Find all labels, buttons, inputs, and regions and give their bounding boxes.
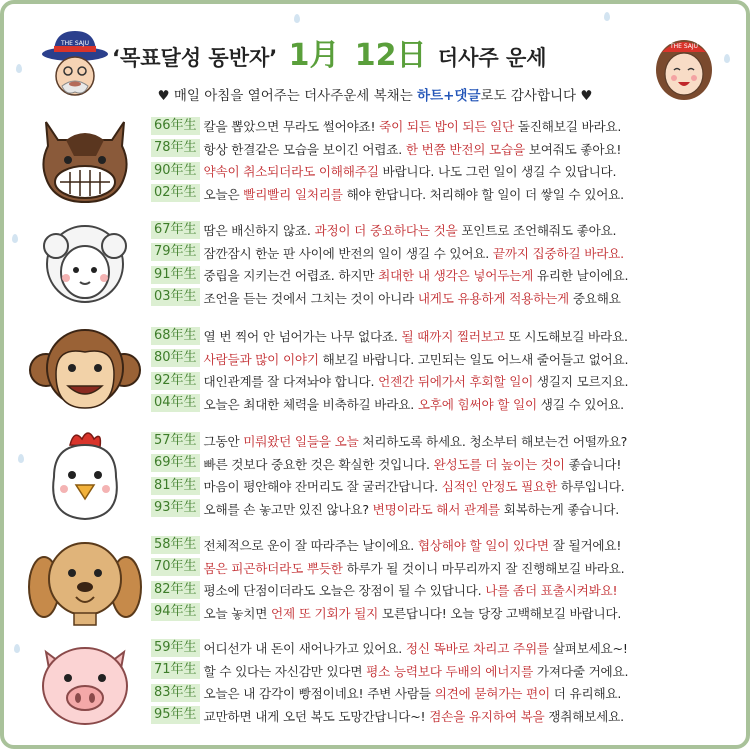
birth-year-badge: 70年生 [151, 558, 200, 576]
fortune-text-start: 잠깐잠시 한눈 판 사이에 반전의 일이 생길 수 있어요. [203, 245, 493, 261]
fortune-highlight: 최대한 내 생각은 넣어두는게 [378, 268, 534, 283]
fortune-highlight: 심적인 안정도 필요한 [441, 479, 558, 494]
birth-year-badge: 66年生 [151, 117, 200, 135]
fortune-row [151, 454, 731, 473]
title-suffix: 더사주 운세 [437, 46, 547, 70]
fortune-highlight: 미뤄왔던 일들을 오늘 [243, 434, 359, 449]
birth-year-badge: 94年生 [151, 603, 200, 621]
fortune-text-end: 보여줘도 좋아요! [524, 141, 622, 157]
fortune-text [204, 349, 629, 368]
fortune-highlight: 언제 또 기회가 될지 [270, 605, 379, 621]
birth-year-badge: 02年生 [151, 184, 200, 202]
birth-year-badge: 79年生 [151, 243, 200, 261]
fortune-text-start: 오해를 손 놓고만 있진 않나요? [203, 501, 373, 517]
zodiac-group [4, 427, 746, 523]
fortune-row [151, 683, 731, 702]
birth-year-badge: 58年生 [151, 536, 200, 554]
birth-year-badge: 95年生 [151, 706, 200, 724]
zodiac-group [4, 531, 746, 627]
zodiac-group [4, 216, 746, 312]
fortune-text [204, 535, 622, 554]
fortune-highlight: 언젠간 뒤에가서 후회할 일이 [378, 374, 534, 389]
header [4, 4, 746, 114]
zodiac-group [4, 322, 746, 418]
fortune-text-start: 평소에 단점이더라도 오늘은 장점이 될 수 있답니다. [203, 583, 486, 598]
fortune-row [151, 288, 731, 307]
birth-year-badge: 69年生 [151, 454, 200, 472]
fortune-row [151, 499, 731, 518]
fortune-text [204, 683, 622, 702]
fortune-text-start: 조언을 듣는 것에서 그치는 것이 아니라 [203, 290, 418, 306]
title-month: 1月 [288, 38, 340, 73]
fortune-highlight: 끝까지 집중하길 바라요. [492, 245, 624, 261]
fortune-row [151, 243, 731, 262]
fortune-text-start: 대인관계를 잘 다져놔야 합니다. [203, 374, 379, 389]
fortune-row [151, 349, 731, 368]
birth-year-badge: 90年生 [151, 162, 200, 180]
fortune-text-start: 칼을 뽑았으면 무라도 썰어야죠! [203, 119, 380, 134]
fortune-row [151, 265, 731, 284]
title-prefix: ‘목표달성 동반자’ [112, 46, 278, 70]
fortune-text [204, 371, 629, 390]
fortune-text [204, 661, 629, 680]
fortune-highlight: 몸은 피곤하더라도 뿌듯한 [203, 560, 343, 576]
fortune-text [204, 499, 619, 518]
fortune-text-start: 열 번 찍어 안 넘어가는 나무 없다죠. [203, 329, 402, 344]
birth-year-badge: 68年生 [151, 327, 200, 345]
fortune-text-end: 돌진해보길 바라요. [514, 119, 622, 134]
subtitle-highlight: 하트+댓글 [417, 88, 481, 104]
fortune-highlight: 죽이 되든 밥이 되든 일단 [379, 119, 515, 134]
birth-year-badge: 81年生 [151, 477, 200, 495]
fortune-text [204, 706, 624, 725]
fortune-text [204, 638, 628, 657]
fortune-text-end: 모른답니다! 오늘 당장 고백해보길 바랍니다. [378, 605, 622, 621]
fortune-text-end: 하루입니다. [557, 479, 625, 494]
fortune-row [151, 431, 731, 450]
birth-year-badge: 57年生 [151, 432, 200, 450]
fortune-highlight: 내게도 유용하게 적용하는게 [417, 290, 570, 306]
fortune-row [151, 558, 731, 577]
fortune-text-start: 오늘 놓치면 [203, 605, 271, 621]
fortune-text [204, 326, 628, 345]
fortune-text-start: 교만하면 내게 오던 복도 도망간답니다~! [203, 708, 430, 724]
chicken-icon [26, 427, 144, 523]
fortune-text-start: 항상 한결같은 모습을 보이긴 어렵죠. [203, 141, 406, 157]
fortune-text-end: 해야 한답니다. 처리해야 할 일이 더 쌓일 수 있어요. [342, 186, 624, 202]
fortune-text-end: 잘 될거에요! [548, 538, 622, 553]
fortune-row [151, 184, 731, 203]
fortune-text [204, 116, 622, 135]
fortune-text [204, 431, 628, 450]
fortune-row [151, 476, 731, 495]
birth-year-badge: 03年生 [151, 288, 200, 306]
fortune-row [151, 394, 731, 413]
fortune-text-end: 처리하도록 하세요. 청소부터 해보는건 어떨까요? [358, 434, 628, 449]
fortune-row [151, 603, 731, 622]
fortune-text-end: 또 시도해보길 바라요. [504, 329, 628, 344]
fortune-text-start: 오늘은 최대한 체력을 비축하길 바라요. [203, 396, 418, 412]
birth-year-badge: 71年生 [151, 661, 200, 679]
fortune-text-end: 하루가 될 것이니 마무리까지 잘 진행해보길 바라요. [342, 560, 625, 576]
logo-right-text: THE SAJU [669, 43, 699, 50]
fortune-highlight: 나를 좀더 표출시켜봐요! [485, 583, 618, 598]
birth-year-badge: 82年生 [151, 581, 200, 599]
fortune-highlight: 겸손을 유지하여 복을 [429, 708, 545, 724]
birth-year-badge: 80年生 [151, 349, 200, 367]
fortune-text-end: 생길 수 있어요. [536, 396, 624, 412]
fortune-text-start: 할 수 있다는 자신감만 있다면 [203, 663, 367, 679]
fortune-text-start: 그동안 [203, 434, 244, 449]
birth-year-badge: 59年生 [151, 639, 200, 657]
fortune-row [151, 116, 731, 135]
fortune-text [204, 603, 622, 622]
fortune-highlight: 사람들과 많이 이야기 [203, 351, 319, 367]
fortune-text-end: 좋습니다! [564, 456, 622, 472]
logo-left-text: THE SAJU [60, 40, 90, 47]
title-day: 12日 [354, 38, 427, 73]
horse-icon [26, 112, 144, 208]
fortune-text [204, 558, 625, 577]
page-title [112, 30, 672, 74]
fortune-text [204, 220, 617, 239]
fortune-highlight: 평소 능력보다 두배의 에너지를 [366, 663, 534, 679]
fortune-text-end: 더 유리해요. [549, 686, 622, 701]
fortune-text-end: 가져다줄 거에요. [533, 663, 629, 679]
fortune-highlight: 완성도를 더 높이는 것이 [433, 456, 565, 472]
dog-icon [26, 531, 144, 627]
fortune-highlight: 변명이라도 해서 관계를 [372, 501, 500, 517]
fortune-highlight: 협상해야 할 일이 있다면 [417, 538, 549, 553]
fortune-text [204, 161, 617, 180]
fortune-text [204, 394, 624, 413]
sheep-icon [26, 216, 144, 312]
fortune-row [151, 580, 731, 599]
birth-year-badge: 92年生 [151, 372, 200, 390]
fortune-highlight: 의견에 묻혀가는 편이 [434, 686, 550, 701]
fortune-text-end: 쟁취해보세요. [544, 708, 624, 724]
fortune-row [151, 139, 731, 158]
fortune-text [204, 184, 624, 203]
birth-year-badge: 04年生 [151, 394, 200, 412]
fortune-text-start: 오늘은 내 감각이 빵점이네요! 주변 사람들 [203, 686, 435, 701]
fortune-highlight: 오후에 힘써야 할 일이 [417, 396, 537, 412]
fortune-text [204, 454, 622, 473]
zodiac-group [4, 634, 746, 730]
fortune-highlight: 될 때까지 찔러보고 [401, 329, 505, 344]
subtitle [4, 84, 746, 104]
fortune-text-start: 땀은 배신하지 않죠. [203, 223, 315, 238]
fortune-text [204, 580, 618, 599]
birth-year-badge: 93年生 [151, 499, 200, 517]
fortune-row [151, 220, 731, 239]
fortune-text-start: 오늘은 [203, 186, 244, 202]
subtitle-text-end: 로도 감사합니다 ♥ [480, 88, 593, 104]
fortune-row [151, 638, 731, 657]
fortune-highlight: 한 번쯤 반전의 모습을 [405, 141, 525, 157]
fortune-highlight: 빨리빨리 일처리를 [243, 186, 343, 202]
zodiac-group [4, 112, 746, 208]
birth-year-badge: 67年生 [151, 221, 200, 239]
fortune-highlight: 과정이 더 중요하다는 것을 [314, 223, 458, 238]
fortune-highlight: 정신 똑바로 차리고 주위를 [405, 641, 549, 656]
fortune-text-end: 바랍니다. 나도 그런 일이 생길 수 있답니다. [378, 164, 617, 179]
fortune-text-end: 포인트로 조언해줘도 좋아요. [457, 223, 617, 238]
fortune-text-start: 전체적으로 운이 잘 따라주는 날이에요. [203, 538, 418, 553]
fortune-text-end: 살펴보세요~! [548, 641, 628, 656]
birth-year-badge: 83年生 [151, 684, 200, 702]
fortune-row [151, 161, 731, 180]
fortune-row [151, 661, 731, 680]
birth-year-badge: 78年生 [151, 139, 200, 157]
fortune-text [204, 288, 621, 307]
monkey-icon [26, 322, 144, 418]
fortune-text [204, 139, 622, 158]
fortune-text [204, 243, 624, 262]
fortune-text-start: 중립을 지키는건 어렵죠. 하지만 [203, 268, 379, 283]
fortune-text-end: 회복하는게 좋습니다. [499, 501, 620, 517]
fortune-text-end: 중요해요 [569, 290, 621, 306]
fortune-text-start: 어디선가 내 돈이 새어나가고 있어요. [203, 641, 406, 656]
fortune-row [151, 706, 731, 725]
fortune-row [151, 326, 731, 345]
fortune-highlight: 약속이 취소되더라도 이해해주길 [203, 164, 379, 179]
fortune-text-start: 마음이 평안해야 잔머리도 잘 굴러간답니다. [203, 479, 442, 494]
pig-icon [26, 634, 144, 730]
birth-year-badge: 91年生 [151, 266, 200, 284]
fortune-text [204, 265, 629, 284]
fortune-text-end: 생길지 모르지요. [533, 374, 629, 389]
fortune-text [204, 476, 625, 495]
fortune-text-start: 빠른 것보다 중요한 것은 확실한 것입니다. [203, 456, 434, 472]
fortune-text-end: 해보길 바랍니다. 고민되는 일도 어느새 줄어들고 없어요. [318, 351, 629, 367]
fortune-text-end: 유리한 날이에요. [533, 268, 629, 283]
subtitle-text-start: ♥ 매일 아침을 열어주는 더사주운세 복채는 [157, 88, 418, 104]
fortune-row [151, 535, 731, 554]
fortune-row [151, 371, 731, 390]
